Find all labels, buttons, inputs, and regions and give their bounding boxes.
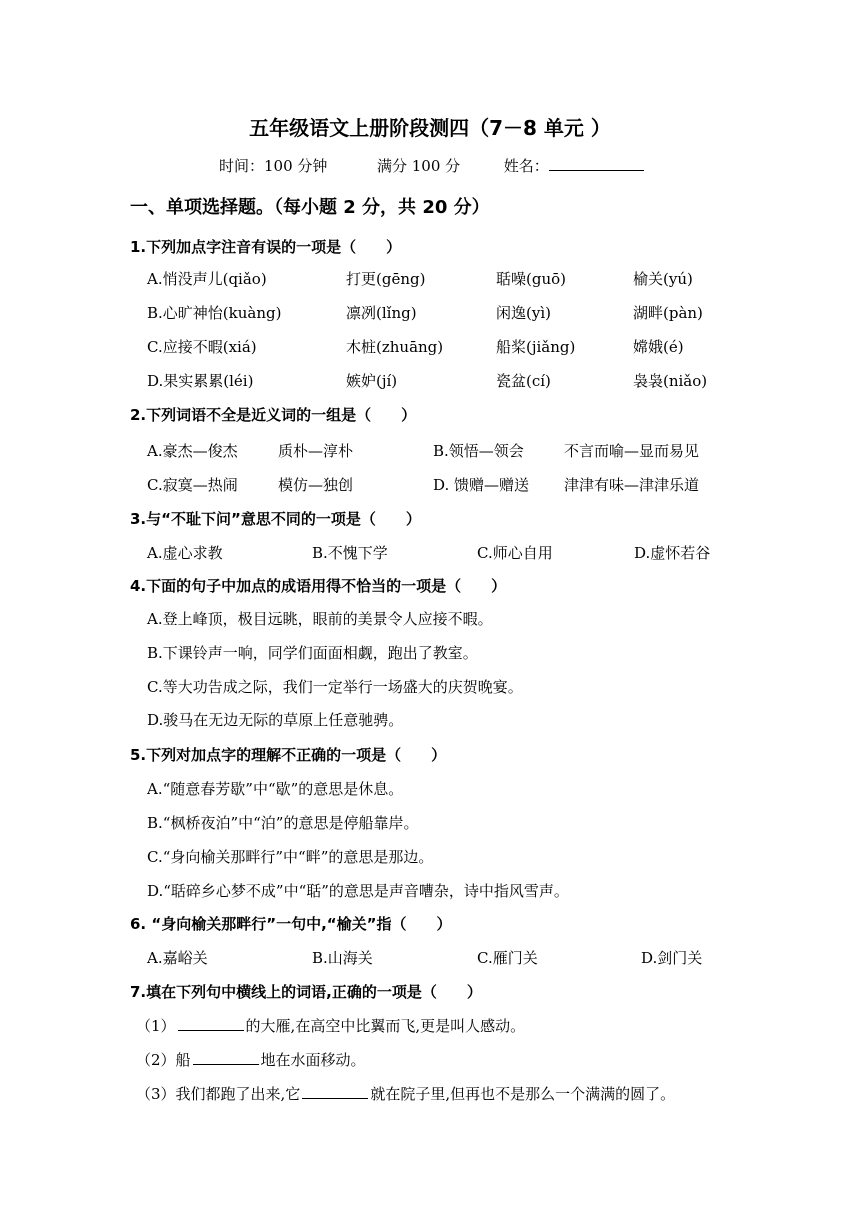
- q2-option: D. 馈赠—赠送: [433, 476, 530, 494]
- q1-option: 嫦娥(é): [633, 338, 684, 356]
- q1-option: D.果实累累(léi): [147, 372, 254, 390]
- exam-time: 时间：100 分钟: [219, 157, 328, 175]
- q1-option: 瓷盆(cí): [496, 372, 551, 390]
- q5-option: D.“聒碎乡心梦不成”中“聒”的意思是声音嘈杂，诗中指风雪声。: [147, 882, 569, 900]
- sentence-prefix: （1）: [136, 1017, 176, 1035]
- q1-option: 嫉妒(jí): [346, 372, 398, 390]
- sentence-text: 地在水面移动。: [260, 1051, 366, 1069]
- q4-option: D.骏马在无边无际的草原上任意驰骋。: [147, 711, 404, 729]
- q1-option: 榆关(yú): [633, 270, 693, 288]
- q6-option: A.嘉峪关: [147, 949, 208, 967]
- question-5-stem: 5.下列对加点字的理解不正确的一项是（ ）: [130, 746, 447, 764]
- question-1-stem: 1.下列加点字注音有误的一项是（ ）: [130, 238, 402, 256]
- q1-option: C.应接不暇(xiá): [147, 338, 257, 356]
- section-heading: 一、单项选择题。（每小题 2 分，共 20 分）: [130, 197, 490, 218]
- q2-option: 津津有味—津津乐道: [564, 476, 700, 494]
- q1-option: A.悄没声儿(qiǎo): [147, 270, 267, 288]
- q1-option: 木桩(zhuāng): [346, 338, 444, 356]
- q5-option: B.“枫桥夜泊”中“泊”的意思是停船靠岸。: [147, 814, 419, 832]
- q3-option: A.虚心求教: [147, 544, 223, 562]
- question-2-stem: 2.下列词语不全是近义词的一组是（ ）: [130, 406, 417, 424]
- fill-blank[interactable]: [193, 1052, 259, 1065]
- question-3-stem: 3.与“不耻下问”意思不同的一项是（ ）: [130, 510, 421, 528]
- q5-option: C.“身向榆关那畔行”中“畔”的意思是那边。: [147, 848, 434, 866]
- q7-sentence-1: [136, 1015, 525, 1036]
- q5-option: A.“随意春芳歇”中“歇”的意思是休息。: [147, 780, 404, 798]
- q4-option: B.下课铃声一响，同学们面面相觑，跑出了教室。: [147, 644, 478, 662]
- q3-option: C.师心自用: [477, 544, 553, 562]
- q6-option: D.剑门关: [641, 949, 703, 967]
- q1-option: 凛冽(lǐng): [346, 304, 417, 322]
- q1-option: 闲逸(yì): [496, 304, 551, 322]
- q1-option: 湖畔(pàn): [633, 304, 703, 322]
- page-title: 五年级语文上册阶段测四（7－8 单元 ）: [249, 116, 611, 140]
- q2-option: 模仿—独创: [278, 476, 354, 494]
- q7-sentence-2: [136, 1049, 366, 1070]
- q1-option: 袅袅(niǎo): [633, 372, 708, 390]
- sentence-text: 的大雁,在高空中比翼而飞,更是叫人感动。: [245, 1017, 526, 1035]
- exam-score: 满分 100 分: [376, 157, 461, 175]
- q1-option: 打更(gēng): [346, 270, 426, 288]
- q7-sentence-3: [136, 1083, 675, 1104]
- q1-option: 船桨(jiǎng): [496, 338, 576, 356]
- name-blank[interactable]: [549, 156, 644, 171]
- q2-option: B.领悟—领会: [433, 442, 524, 460]
- q2-option: 质朴—淳朴: [278, 442, 354, 460]
- fill-blank[interactable]: [302, 1086, 368, 1099]
- q1-option: B.心旷神怡(kuàng): [147, 304, 282, 322]
- q2-option: A.豪杰—俊杰: [147, 442, 238, 460]
- question-7-stem: 7.填在下列句中横线上的词语,正确的一项是（ ）: [130, 983, 482, 1001]
- sentence-prefix: （2）船: [136, 1051, 191, 1069]
- q2-option: C.寂寞—热闹: [147, 476, 238, 494]
- q1-option: 聒噪(guō): [496, 270, 566, 288]
- question-4-stem: 4.下面的句子中加点的成语用得不恰当的一项是（ ）: [130, 577, 507, 595]
- question-6-stem: 6. “身向榆关那畔行”一句中,“榆关”指（ ）: [130, 915, 452, 933]
- q6-option: B.山海关: [312, 949, 373, 967]
- q3-option: B.不愧下学: [312, 544, 388, 562]
- q3-option: D.虚怀若谷: [634, 544, 711, 562]
- q6-option: C.雁门关: [477, 949, 538, 967]
- sentence-prefix: （3）我们都跑了出来,它: [136, 1085, 301, 1103]
- name-label: 姓名：: [503, 157, 549, 175]
- fill-blank[interactable]: [178, 1018, 244, 1031]
- exam-meta: [219, 155, 644, 176]
- q2-option: 不言而喻—显而易见: [564, 442, 700, 460]
- q4-option: A.登上峰顶，极目远眺，眼前的美景令人应接不暇。: [147, 610, 493, 628]
- q4-option: C.等大功告成之际，我们一定举行一场盛大的庆贺晚宴。: [147, 678, 523, 696]
- sentence-text: 就在院子里,但再也不是那么一个满满的圆了。: [370, 1085, 676, 1103]
